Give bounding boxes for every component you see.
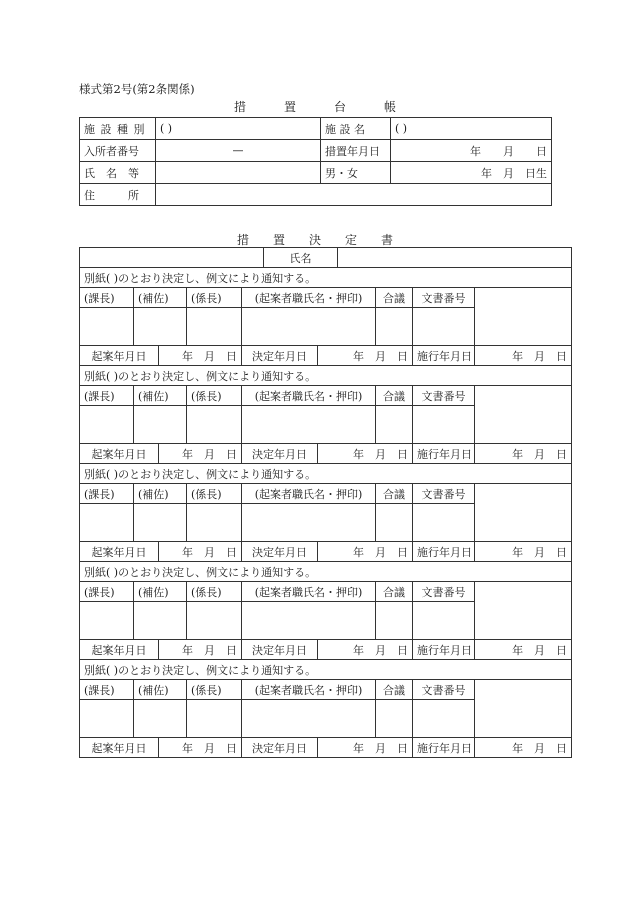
decision-table-body: [80, 248, 572, 758]
decision-name-row: [80, 248, 572, 268]
document-number-field[interactable]: [475, 484, 572, 542]
name-field[interactable]: [156, 162, 321, 184]
ledger-title-char: 台: [334, 100, 347, 114]
consultation-label: 合議: [376, 582, 413, 602]
enforce-date-field[interactable]: 年 月 日: [475, 444, 572, 464]
decision-name-field[interactable]: [338, 248, 572, 268]
notice-text: 別紙( )のとおり決定し、例文により通知する。: [80, 660, 572, 680]
section-chief-stamp[interactable]: [80, 406, 134, 444]
birth-date-field[interactable]: 年 月 日生: [391, 162, 552, 184]
approver-section-chief-label: (課長): [80, 288, 134, 308]
sex-field[interactable]: 男・女: [321, 162, 391, 184]
consultation-stamp[interactable]: [376, 602, 413, 640]
ledger-row: [80, 162, 552, 184]
admission-number-field[interactable]: —: [156, 140, 321, 162]
decision-date-label: 決定年月日: [242, 444, 318, 464]
decision-date-label: 決定年月日: [242, 542, 318, 562]
consultation-stamp[interactable]: [376, 308, 413, 346]
section-chief-stamp[interactable]: [80, 700, 134, 738]
draft-date-field[interactable]: 年 月 日: [159, 346, 242, 366]
chief-stamp[interactable]: [187, 504, 242, 542]
decision-title-char: 書: [381, 233, 394, 247]
approver-chief-label: (係長): [187, 386, 242, 406]
notice-row: [80, 366, 572, 386]
form-number-label: 様式第2号(第2条関係): [79, 82, 195, 96]
decision-date-field[interactable]: 年 月 日: [318, 640, 413, 660]
notice-row: [80, 660, 572, 680]
address-field[interactable]: [156, 184, 552, 206]
approver-chief-label: (係長): [187, 288, 242, 308]
notice-text: 別紙( )のとおり決定し、例文により通知する。: [80, 562, 572, 582]
approver-header-row: [80, 680, 572, 700]
drafter-label: (起案者職氏名・押印): [242, 288, 376, 308]
enforce-date-label: 施行年月日: [413, 738, 475, 758]
notice-row: [80, 268, 572, 288]
decision-title-char: 定: [345, 233, 358, 247]
decision-title-char: 決: [308, 233, 321, 247]
ledger-row: [80, 118, 552, 140]
assistant-stamp[interactable]: [134, 700, 187, 738]
assistant-stamp[interactable]: [134, 308, 187, 346]
decision-name-label: 氏名: [264, 248, 338, 268]
approver-section-chief-label: (課長): [80, 582, 134, 602]
document-number-label: 文書番号: [413, 680, 475, 700]
drafter-stamp[interactable]: [242, 700, 376, 738]
approver-chief-label: (係長): [187, 484, 242, 504]
ledger-title-char: 置: [283, 100, 296, 114]
drafter-label: (起案者職氏名・押印): [242, 484, 376, 504]
admission-number-label: 入所者番号: [80, 140, 156, 162]
consultation-stamp[interactable]: [376, 700, 413, 738]
approver-header-row: [80, 288, 572, 308]
notice-text: 別紙( )のとおり決定し、例文により通知する。: [80, 268, 572, 288]
approver-section-chief-label: (課長): [80, 680, 134, 700]
facility-name-label: 施 設 名: [321, 118, 391, 140]
drafter-label: (起案者職氏名・押印): [242, 386, 376, 406]
document-number-field[interactable]: [475, 288, 572, 346]
facility-name-field[interactable]: ( ): [391, 118, 552, 140]
notice-row: [80, 464, 572, 484]
address-label: 住 所: [80, 184, 156, 206]
enforce-date-label: 施行年月日: [413, 444, 475, 464]
ledger-row: [80, 140, 552, 162]
document-number-label: 文書番号: [413, 288, 475, 308]
document-number-label: 文書番号: [413, 484, 475, 504]
document-number-label: 文書番号: [413, 582, 475, 602]
draft-date-field[interactable]: 年 月 日: [159, 542, 242, 562]
ledger-row: [80, 184, 552, 206]
decision-date-label: 決定年月日: [242, 640, 318, 660]
draft-date-label: 起案年月日: [80, 738, 159, 758]
approver-chief-label: (係長): [187, 680, 242, 700]
approver-assistant-label: (補佐): [134, 386, 187, 406]
approver-section-chief-label: (課長): [80, 484, 134, 504]
chief-stamp[interactable]: [187, 406, 242, 444]
approver-assistant-label: (補佐): [134, 582, 187, 602]
document-number-cell[interactable]: [413, 504, 475, 542]
assistant-stamp[interactable]: [134, 406, 187, 444]
ledger-title-char: 帳: [384, 100, 397, 114]
enforce-date-label: 施行年月日: [413, 346, 475, 366]
document-number-field[interactable]: [475, 680, 572, 738]
section-chief-stamp[interactable]: [80, 308, 134, 346]
approver-assistant-label: (補佐): [134, 288, 187, 308]
approver-header-row: [80, 484, 572, 504]
drafter-label: (起案者職氏名・押印): [242, 582, 376, 602]
decision-date-field[interactable]: 年 月 日: [318, 738, 413, 758]
draft-date-label: 起案年月日: [80, 542, 159, 562]
drafter-stamp[interactable]: [242, 602, 376, 640]
notice-text: 別紙( )のとおり決定し、例文により通知する。: [80, 366, 572, 386]
enforce-date-label: 施行年月日: [413, 640, 475, 660]
decision-title-char: 置: [272, 233, 285, 247]
consultation-stamp[interactable]: [376, 406, 413, 444]
drafter-stamp[interactable]: [242, 308, 376, 346]
date-row: [80, 738, 572, 758]
document-number-cell[interactable]: [413, 406, 475, 444]
drafter-stamp[interactable]: [242, 406, 376, 444]
decision-date-field[interactable]: 年 月 日: [318, 542, 413, 562]
decision-date-field[interactable]: 年 月 日: [318, 444, 413, 464]
decision-title-char: 措: [236, 233, 249, 247]
assistant-stamp[interactable]: [134, 602, 187, 640]
consultation-label: 合議: [376, 680, 413, 700]
decision-date-field[interactable]: 年 月 日: [318, 346, 413, 366]
document-number-field[interactable]: [475, 582, 572, 640]
document-number-label: 文書番号: [413, 386, 475, 406]
draft-date-label: 起案年月日: [80, 640, 159, 660]
document-number-field[interactable]: [475, 386, 572, 444]
consultation-label: 合議: [376, 386, 413, 406]
date-row: [80, 444, 572, 464]
chief-stamp[interactable]: [187, 700, 242, 738]
draft-date-label: 起案年月日: [80, 444, 159, 464]
approver-header-row: [80, 582, 572, 602]
enforce-date-label: 施行年月日: [413, 542, 475, 562]
draft-date-label: 起案年月日: [80, 346, 159, 366]
notice-row: [80, 562, 572, 582]
measure-date-label: 措置年月日: [321, 140, 391, 162]
date-row: [80, 542, 572, 562]
chief-stamp[interactable]: [187, 602, 242, 640]
enforce-date-field[interactable]: 年 月 日: [475, 738, 572, 758]
decision-blank-cell: [80, 248, 264, 268]
section-chief-stamp[interactable]: [80, 504, 134, 542]
approver-chief-label: (係長): [187, 582, 242, 602]
facility-type-label: 施設種別: [80, 118, 156, 140]
document-number-cell[interactable]: [413, 700, 475, 738]
facility-type-field[interactable]: ( ): [156, 118, 321, 140]
document-number-cell[interactable]: [413, 602, 475, 640]
approver-header-row: [80, 386, 572, 406]
consultation-label: 合議: [376, 484, 413, 504]
drafter-stamp[interactable]: [242, 504, 376, 542]
ledger-title: [79, 98, 551, 115]
section-chief-stamp[interactable]: [80, 602, 134, 640]
chief-stamp[interactable]: [187, 308, 242, 346]
consultation-label: 合議: [376, 288, 413, 308]
drafter-label: (起案者職氏名・押印): [242, 680, 376, 700]
date-row: [80, 640, 572, 660]
approver-section-chief-label: (課長): [80, 386, 134, 406]
decision-title: [79, 231, 551, 248]
consultation-stamp[interactable]: [376, 504, 413, 542]
draft-date-field[interactable]: 年 月 日: [159, 738, 242, 758]
assistant-stamp[interactable]: [134, 504, 187, 542]
decision-table: [79, 247, 572, 758]
enforce-date-field[interactable]: 年 月 日: [475, 640, 572, 660]
draft-date-field[interactable]: 年 月 日: [159, 444, 242, 464]
ledger-title-char: 措: [233, 100, 246, 114]
decision-date-label: 決定年月日: [242, 346, 318, 366]
approver-assistant-label: (補佐): [134, 680, 187, 700]
measure-ledger-table: [79, 117, 552, 206]
draft-date-field[interactable]: 年 月 日: [159, 640, 242, 660]
notice-text: 別紙( )のとおり決定し、例文により通知する。: [80, 464, 572, 484]
document-number-cell[interactable]: [413, 308, 475, 346]
measure-date-field[interactable]: 年 月 日: [391, 140, 552, 162]
enforce-date-field[interactable]: 年 月 日: [475, 346, 572, 366]
enforce-date-field[interactable]: 年 月 日: [475, 542, 572, 562]
name-label: 氏 名 等: [80, 162, 156, 184]
approver-assistant-label: (補佐): [134, 484, 187, 504]
decision-date-label: 決定年月日: [242, 738, 318, 758]
date-row: [80, 346, 572, 366]
